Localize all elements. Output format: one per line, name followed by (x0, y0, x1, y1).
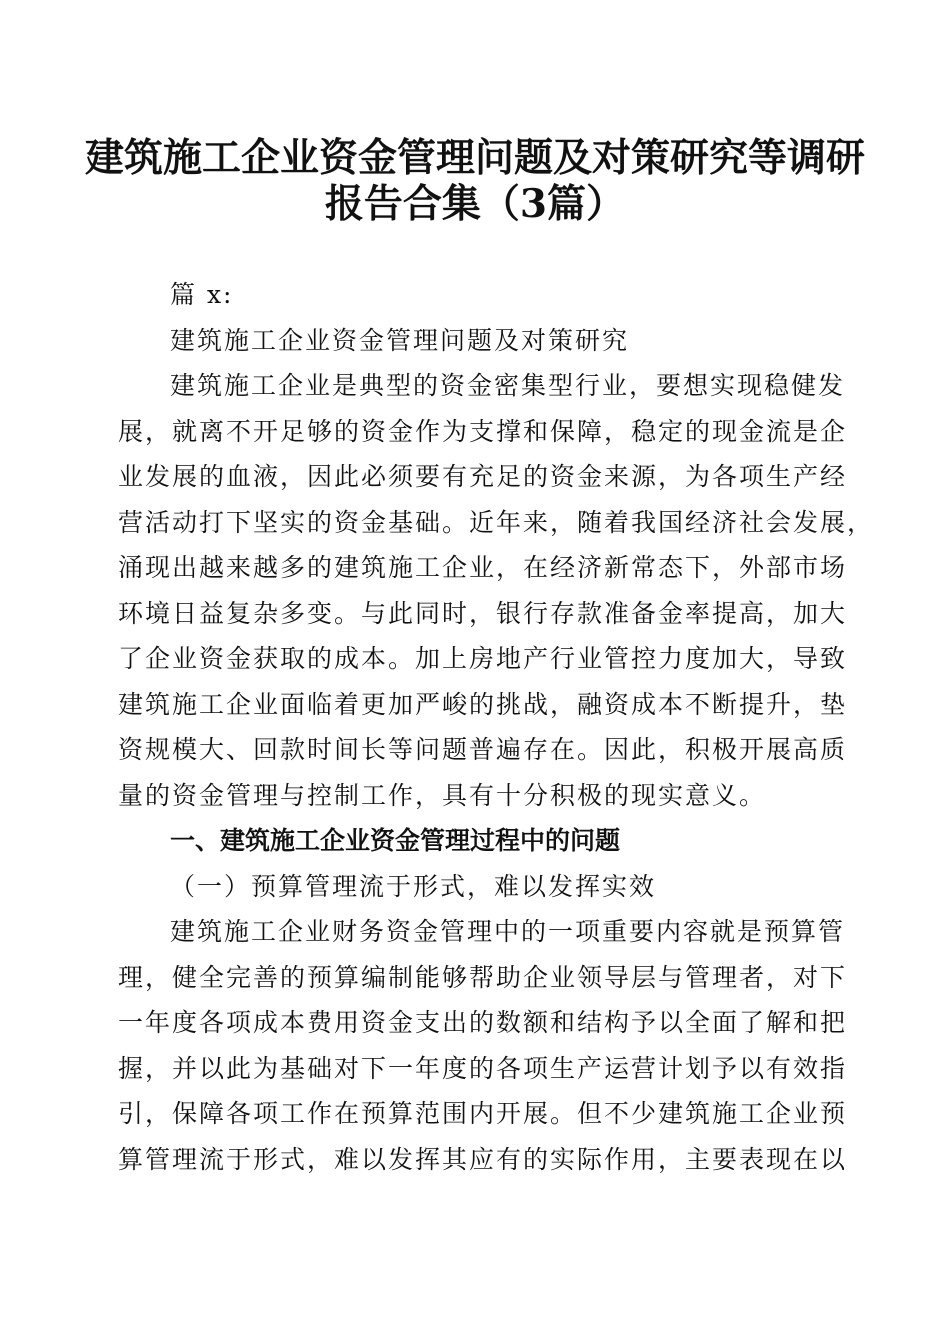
document-body (118, 272, 875, 1182)
article-subtitle: 建筑施工企业资金管理问题及对策研究 (170, 325, 630, 355)
document-title-line-2: 报告合集（3篇） (324, 181, 626, 227)
document-title-line-1: 建筑施工企业资金管理问题及对策研究等调研 (84, 135, 865, 181)
paragraph-1-line: 涌现出越来越多的建筑施工企业，在经济新常态下，外部市场 (118, 553, 848, 582)
paragraph-2-line: 一年度各项成本费用资金支出的数额和结构予以全面了解和把 (118, 1008, 848, 1037)
paragraph-2-line: 建筑施工企业财务资金管理中的一项重要内容就是预算管 (170, 917, 846, 946)
paragraph-1-line: 建筑施工企业面临着更加严峻的挑战，融资成本不断提升，垫 (118, 689, 848, 719)
paragraph-1-line: 量的资金管理与控制工作，具有十分积极的现实意义。 (118, 780, 767, 810)
paragraph-1-line: 营活动打下坚实的资金基础。近年来，随着我国经济社会发展， (118, 507, 875, 537)
paragraph-1-line: 环境日益复杂多变。与此同时，银行存款准备金率提高，加大 (118, 598, 848, 628)
subsection-1-heading: （一）预算管理流于形式，难以发挥实效 (170, 871, 657, 901)
paragraph-1-line: 建筑施工企业是典型的资金密集型行业，要想实现稳健发 (170, 371, 846, 400)
paragraph-2-line: 引，保障各项工作在预算范围内开展。但不少建筑施工企业预 (118, 1099, 848, 1128)
paragraph-2-line: 理，健全完善的预算编制能够帮助企业领导层与管理者，对下 (118, 962, 848, 992)
paragraph-1-line: 展，就离不开足够的资金作为支撑和保障，稳定的现金流是企 (118, 416, 848, 446)
paragraph-1-line: 了企业资金获取的成本。加上房地产行业管控力度加大，导致 (118, 644, 848, 673)
paragraph-1-line: 资规模大、回款时间长等问题普遍存在。因此，积极开展高质 (118, 735, 848, 764)
section-1-heading: 一、建筑施工企业资金管理过程中的问题 (170, 826, 621, 855)
paragraph-2-line: 算管理流于形式，难以发挥其应有的实际作用，主要表现在以 (118, 1144, 848, 1174)
paragraph-2-line: 握，并以此为基础对下一年度的各项生产运营计划予以有效指 (118, 1053, 848, 1083)
piece-label: 篇 x: (170, 280, 234, 309)
paragraph-1-line: 业发展的血液，因此必须要有充足的资金来源，为各项生产经 (118, 462, 848, 491)
